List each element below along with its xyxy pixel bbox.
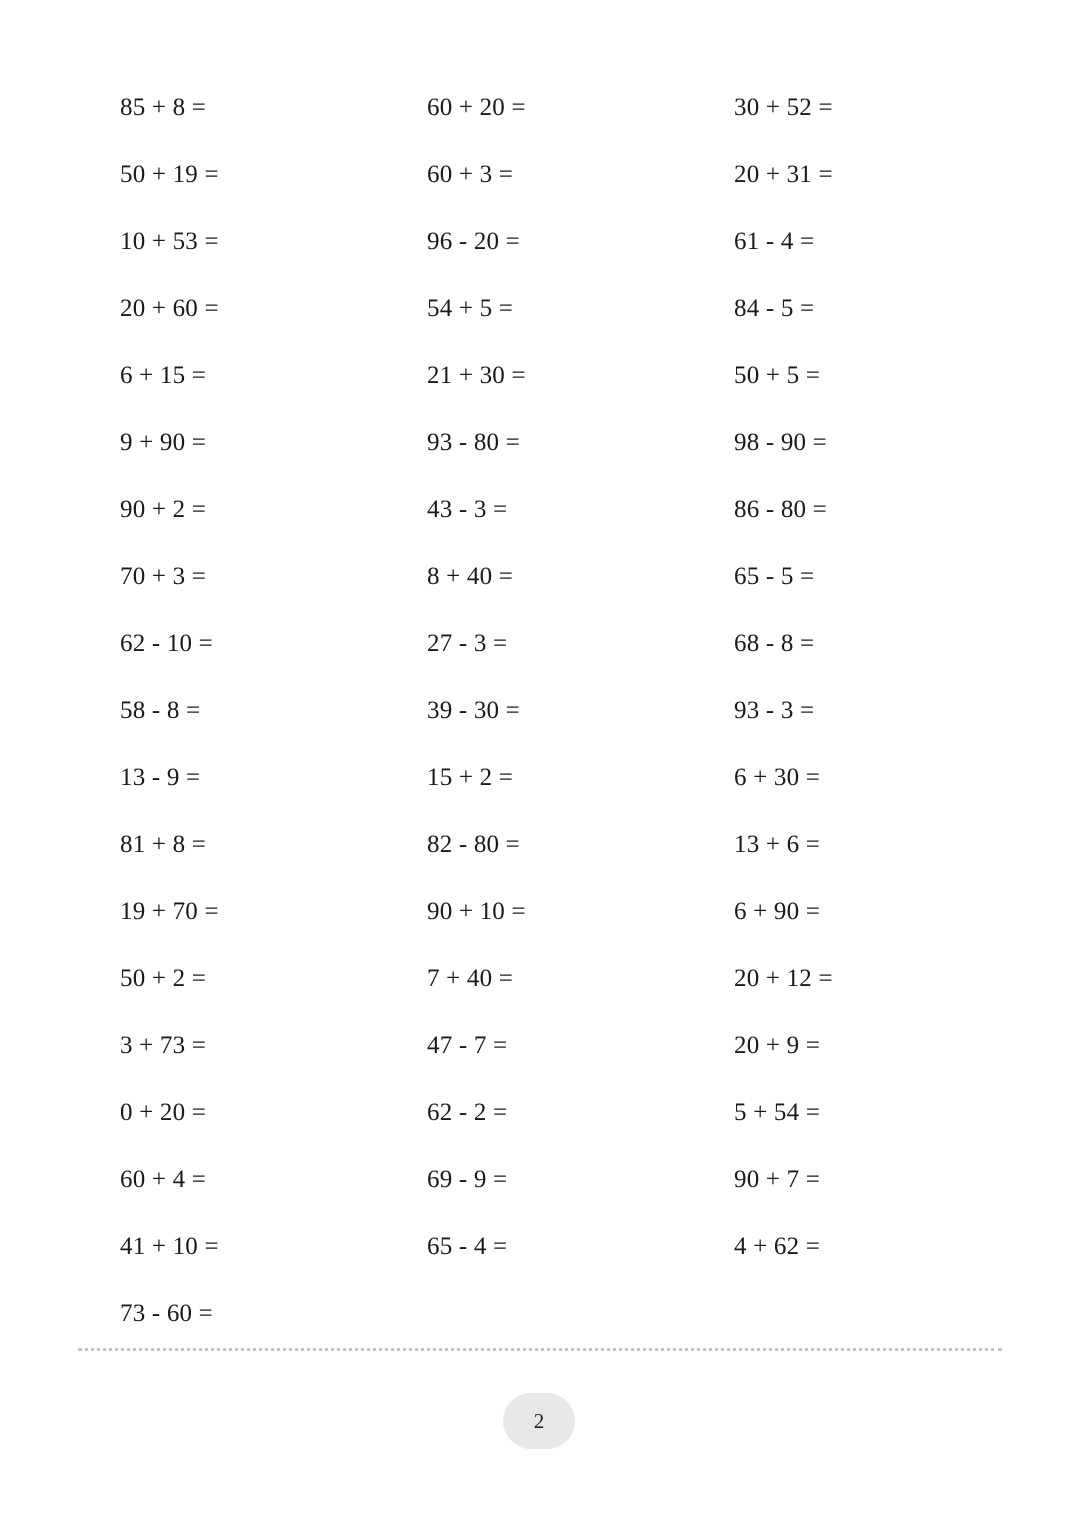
math-problem: 0 + 20 = [120,1099,207,1126]
math-problem: 69 - 9 = [427,1166,508,1193]
dotted-divider [78,1348,1002,1351]
math-problem: 20 + 9 = [734,1032,821,1059]
math-problem: 30 + 52 = [734,94,833,121]
math-problem: 86 - 80 = [734,496,827,523]
math-problem: 68 - 8 = [734,630,815,657]
problem-grid [120,88,1020,1361]
math-problem: 50 + 5 = [734,362,821,389]
math-problem: 20 + 31 = [734,161,833,188]
math-problem: 5 + 54 = [734,1099,821,1126]
math-problem: 39 - 30 = [427,697,520,724]
math-problem: 65 - 4 = [427,1233,508,1260]
math-problem: 6 + 90 = [734,898,821,925]
math-problem: 7 + 40 = [427,965,514,992]
math-problem: 8 + 40 = [427,563,514,590]
math-problem: 6 + 15 = [120,362,207,389]
math-problem: 4 + 62 = [734,1233,821,1260]
math-problem: 65 - 5 = [734,563,815,590]
math-problem: 10 + 53 = [120,228,219,255]
math-problem: 54 + 5 = [427,295,514,322]
math-problem: 41 + 10 = [120,1233,219,1260]
math-problem: 85 + 8 = [120,94,207,121]
math-problem: 60 + 3 = [427,161,514,188]
math-problem: 58 - 8 = [120,697,201,724]
math-problem: 19 + 70 = [120,898,219,925]
math-problem: 13 + 6 = [734,831,821,858]
math-problem: 90 + 7 = [734,1166,821,1193]
math-problem: 90 + 10 = [427,898,526,925]
math-problem: 73 - 60 = [120,1300,213,1327]
math-problem: 84 - 5 = [734,295,815,322]
math-problem: 20 + 12 = [734,965,833,992]
math-problem: 98 - 90 = [734,429,827,456]
math-problem: 47 - 7 = [427,1032,508,1059]
math-problem: 93 - 80 = [427,429,520,456]
math-problem: 3 + 73 = [120,1032,207,1059]
math-problem: 93 - 3 = [734,697,815,724]
math-problem: 9 + 90 = [120,429,207,456]
math-problem: 62 - 10 = [120,630,213,657]
math-problem: 15 + 2 = [427,764,514,791]
math-problem: 6 + 30 = [734,764,821,791]
math-problem: 50 + 2 = [120,965,207,992]
math-problem: 70 + 3 = [120,563,207,590]
math-problem: 62 - 2 = [427,1099,508,1126]
page-number-badge: 2 [503,1393,575,1449]
math-problem: 20 + 60 = [120,295,219,322]
math-problem: 60 + 20 = [427,94,526,121]
math-problem: 50 + 19 = [120,161,219,188]
math-problem: 13 - 9 = [120,764,201,791]
math-problem: 21 + 30 = [427,362,526,389]
math-problem: 60 + 4 = [120,1166,207,1193]
math-problem: 82 - 80 = [427,831,520,858]
math-problem: 43 - 3 = [427,496,508,523]
math-problem: 27 - 3 = [427,630,508,657]
math-problem: 61 - 4 = [734,228,815,255]
math-problem: 96 - 20 = [427,228,520,255]
math-problem: 81 + 8 = [120,831,207,858]
math-problem: 90 + 2 = [120,496,207,523]
